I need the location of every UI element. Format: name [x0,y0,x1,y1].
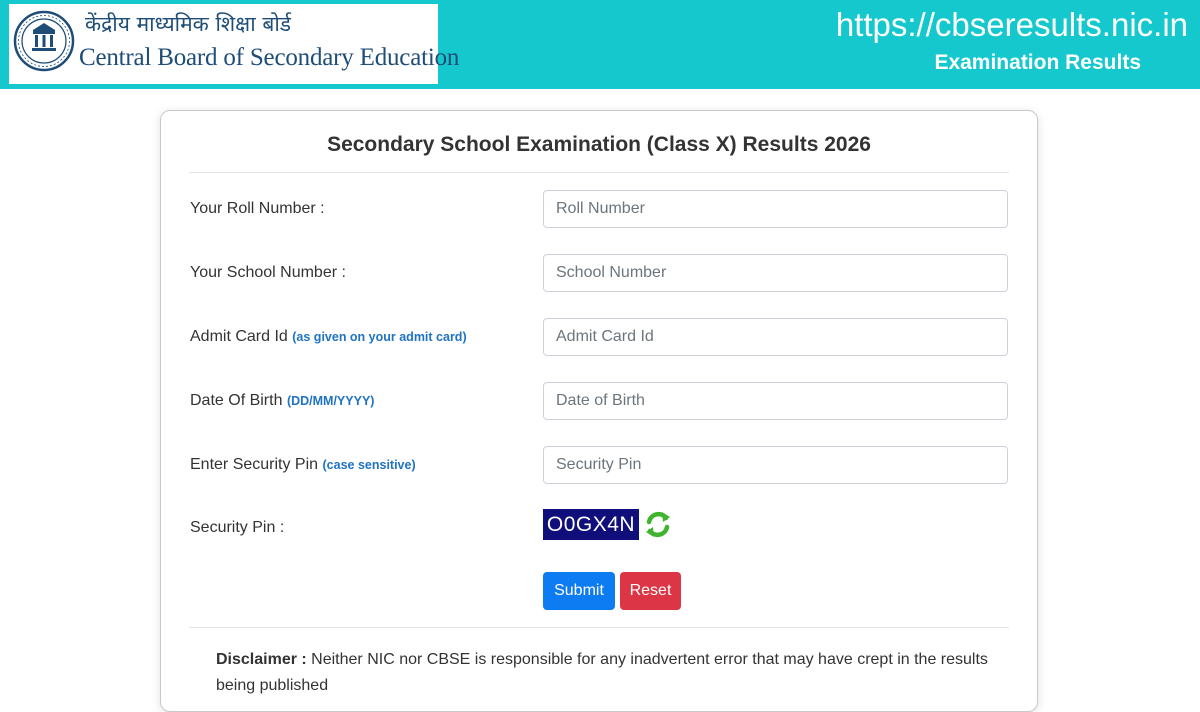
divider [189,627,1009,628]
results-form-card [160,110,1038,712]
admit-card-hint: (as given on your admit card) [292,330,467,344]
security-pin-hint: (case sensitive) [322,458,416,472]
security-pin-label: Security Pin : [190,519,285,536]
form-title-year: 2026 [824,133,871,156]
dob-label-text: Date Of Birth [190,392,283,409]
form-title [161,133,1037,157]
divider [189,172,1009,173]
cbse-logo[interactable] [9,4,460,84]
disclaimer [216,647,1006,699]
roll-number-label-text: Your Roll Number : [190,200,325,217]
board-name-hindi: केंद्रीय माध्यमिक शिक्षा बोर्ड [85,12,292,36]
security-pin-entry-label-text: Enter Security Pin [190,456,319,473]
admit-card-label-text: Admit Card Id [190,328,288,345]
form-title-text: Secondary School Examination (Class X) Results [327,133,819,156]
school-number-label-text: Your School Number : [190,264,346,281]
reset-button[interactable]: Reset [620,572,681,610]
refresh-icon[interactable] [643,509,673,540]
board-name-english: Central Board of Secondary Education [79,44,460,71]
captcha-image: O0GX4N [543,509,639,540]
disclaimer-heading: Disclaimer : [216,651,307,668]
dob-label [190,392,374,410]
site-subtitle: Examination Results [934,51,1141,74]
roll-number-label [190,200,325,218]
security-pin-entry-label [190,456,416,474]
security-pin-input[interactable] [543,446,1008,484]
site-header [0,0,1200,89]
disclaimer-text: Neither NIC nor CBSE is responsible for any inadvertent error that may have crept in the results being published [216,651,988,694]
site-url: https://cbseresults.nic.in [835,6,1188,43]
admit-card-input[interactable] [543,318,1008,356]
roll-number-input[interactable] [543,190,1008,228]
school-number-label [190,264,346,282]
submit-button[interactable]: Submit [543,572,615,610]
cbse-emblem-icon [13,10,75,72]
dob-input[interactable] [543,382,1008,420]
dob-hint: (DD/MM/YYYY) [286,394,375,408]
admit-card-label [190,328,467,346]
school-number-input[interactable] [543,254,1008,292]
